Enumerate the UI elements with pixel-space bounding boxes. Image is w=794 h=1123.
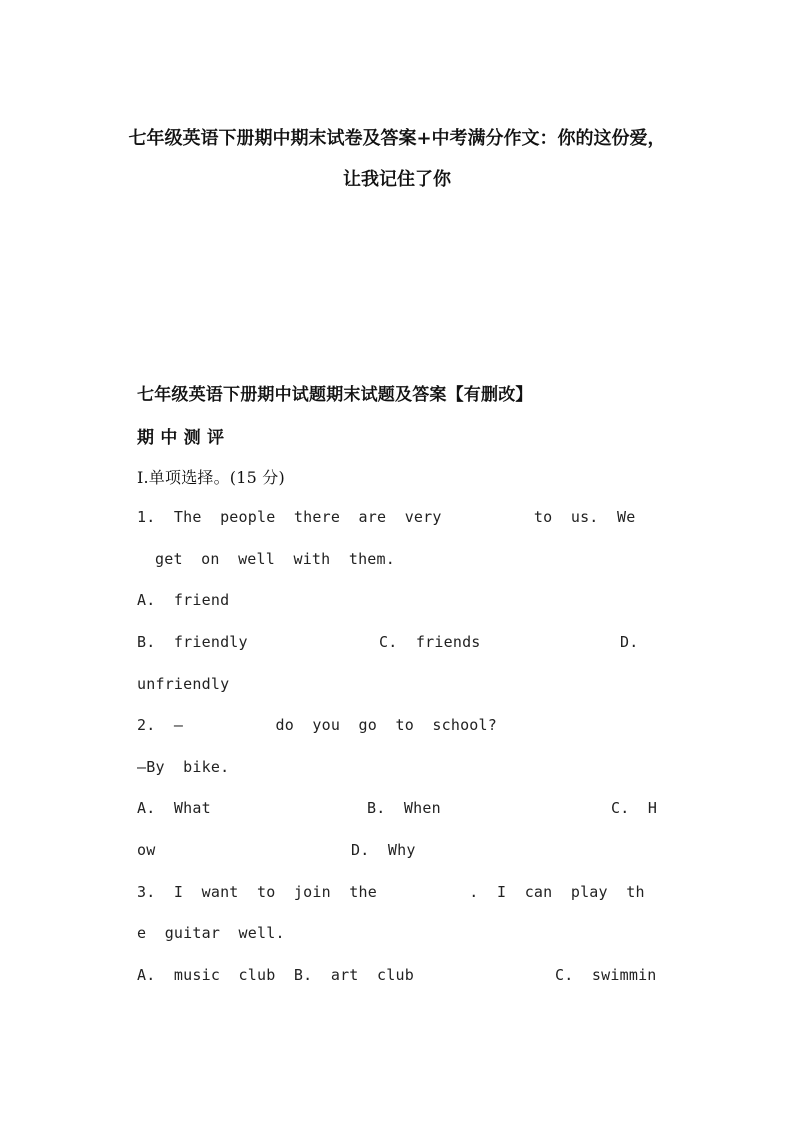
question-3-option-c: C. swimmin — [555, 966, 657, 984]
question-2-text-cont: —By bike. — [137, 758, 230, 776]
question-3-options-ab: A. music club B. art club — [137, 966, 414, 984]
question-1-option-b: B. friendly — [137, 633, 248, 651]
question-1-text-cont: get on well with them. — [155, 550, 395, 568]
question-2-option-c: C. H — [611, 799, 658, 817]
question-2-option-a: A. What — [137, 799, 211, 817]
question-1-text: 1. The people there are very to us. We — [137, 508, 636, 526]
question-2-option-b: B. When — [367, 799, 441, 817]
question-2-text: 2. — do you go to school? — [137, 716, 497, 734]
question-1-option-c: C. friends — [379, 633, 481, 651]
question-1-option-d: D. — [620, 633, 639, 651]
question-2-option-c-cont: ow — [137, 841, 156, 859]
document-title-line-1: 七年级英语下册期中期末试卷及答案+中考满分作文：你的这份爱， — [128, 128, 666, 149]
section-heading: 七年级英语下册期中试题期末试题及答案【有删改】 — [137, 385, 533, 405]
question-3-text: 3. I want to join the . I can play th — [137, 883, 645, 901]
question-1-option-d-cont: unfriendly — [137, 675, 230, 693]
question-2-option-d: D. Why — [351, 841, 416, 859]
question-3-text-cont: e guitar well. — [137, 924, 285, 942]
exam-subheading: 期 中 测 评 — [137, 428, 225, 448]
document-title-line-2: 让我记住了你 — [343, 169, 451, 190]
section-instruction: Ⅰ.单项选择。(15 分) — [137, 468, 285, 487]
question-1-option-a: A. friend — [137, 591, 230, 609]
